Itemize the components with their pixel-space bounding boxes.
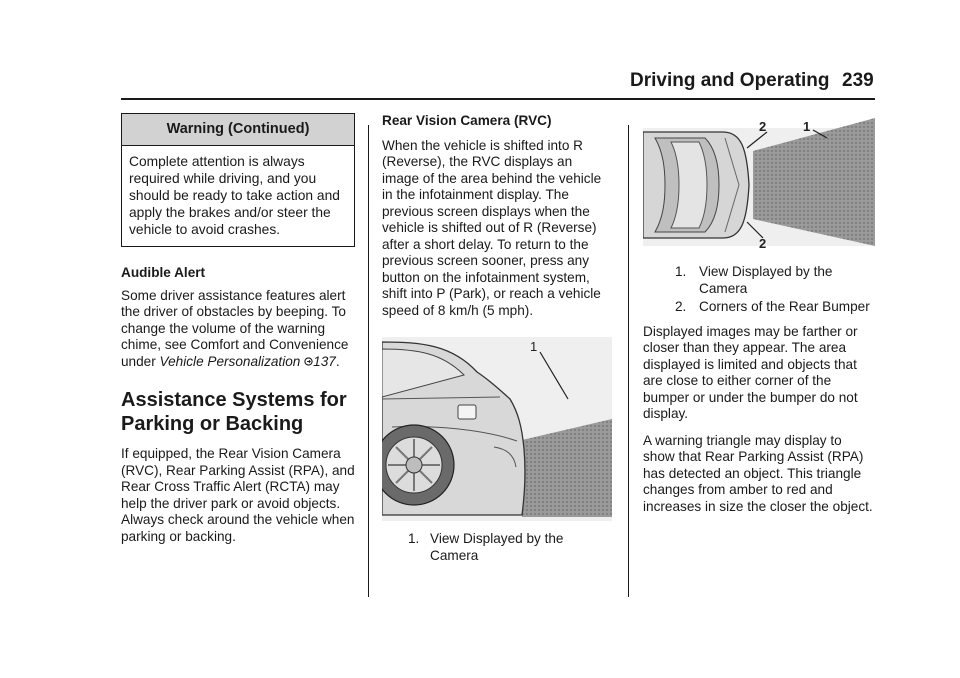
warning-triangle-paragraph: A warning triangle may display to show that Rear Parking Assist (RPA) has detected an object. This triangle changes from amber to red and increases in size the closer the object. xyxy=(643,432,873,514)
audible-alert-period: . xyxy=(335,353,340,369)
column-divider-1 xyxy=(368,125,369,597)
assistance-heading: Assistance Systems for Parking or Backing xyxy=(121,389,347,435)
rear-camera-top-view-figure xyxy=(643,118,875,248)
column-2 xyxy=(382,113,612,564)
section-title: Driving and Operating xyxy=(630,70,830,91)
figure2-caption-item xyxy=(643,299,875,316)
page-number: 239 xyxy=(842,70,874,91)
warning-title: Warning (Continued) xyxy=(122,114,354,146)
warning-body: Complete attention is always required while driving, and you should be ready to take action and apply the brakes and/or steer the vehicle to avoid crashes. xyxy=(129,154,340,237)
audible-alert-heading: Audible Alert xyxy=(121,265,206,280)
caption-number: 2. xyxy=(675,299,687,314)
page-reference-icon xyxy=(304,354,313,369)
rear-camera-side-view-figure xyxy=(382,337,612,521)
figure1-callout: 1 xyxy=(530,339,538,354)
assistance-body: If equipped, the Rear Vision Camera (RVC), Rear Parking Assist (RPA), and Rear Cross Traffic Alert (RCTA) may help the driver park or avoid objects. Always check around the vehicle when parking or backing. xyxy=(121,446,355,544)
rvc-body: When the vehicle is shifted into R (Reverse), the RVC displays an image of the area behind the vehicle in the infotainment display. The previous screen displays when the vehicle is shifted out of R (Reverse) after a short delay. To return to the previous screen sooner, press any button on the infotainment system, shift into P (Park), or reach a vehicle speed of 8 km/h (5 mph). xyxy=(382,137,602,318)
column-3 xyxy=(643,113,875,525)
rvc-heading: Rear Vision Camera (RVC) xyxy=(382,113,552,128)
figure2-callout-2-top: 2 xyxy=(759,119,767,134)
caption-number: 1. xyxy=(408,531,420,546)
audible-alert-text xyxy=(121,288,355,371)
caption-text: View Displayed by the Camera xyxy=(430,531,564,563)
figure2-caption-list xyxy=(643,264,875,316)
display-info-paragraph: Displayed images may be farther or closer than they appear. The area displayed is limited and objects that are close to either corner of the bumper or under the bumper do not display. xyxy=(643,323,858,421)
figure2-callout-2-bottom: 2 xyxy=(759,236,767,248)
column-1 xyxy=(121,113,355,555)
figure1-caption-item xyxy=(382,531,612,564)
figure2-caption-item xyxy=(643,264,875,297)
audible-alert-body: Some driver assistance features alert the driver of obstacles by beeping. To change the volume of the warning chime, see Comfort and Convenience under xyxy=(121,287,349,369)
vehicle-personalization-link[interactable]: Vehicle Personalization xyxy=(159,353,301,369)
figure2-callout-1: 1 xyxy=(803,119,811,134)
caption-number: 1. xyxy=(675,264,687,279)
header-rule xyxy=(121,98,875,100)
caption-text: Corners of the Rear Bumper xyxy=(699,299,870,314)
column-divider-2 xyxy=(628,125,629,597)
warning-box xyxy=(121,113,355,247)
figure1-caption-list xyxy=(382,531,612,564)
caption-text: View Displayed by the Camera xyxy=(699,264,833,296)
link-page-number[interactable]: 137 xyxy=(313,353,336,369)
